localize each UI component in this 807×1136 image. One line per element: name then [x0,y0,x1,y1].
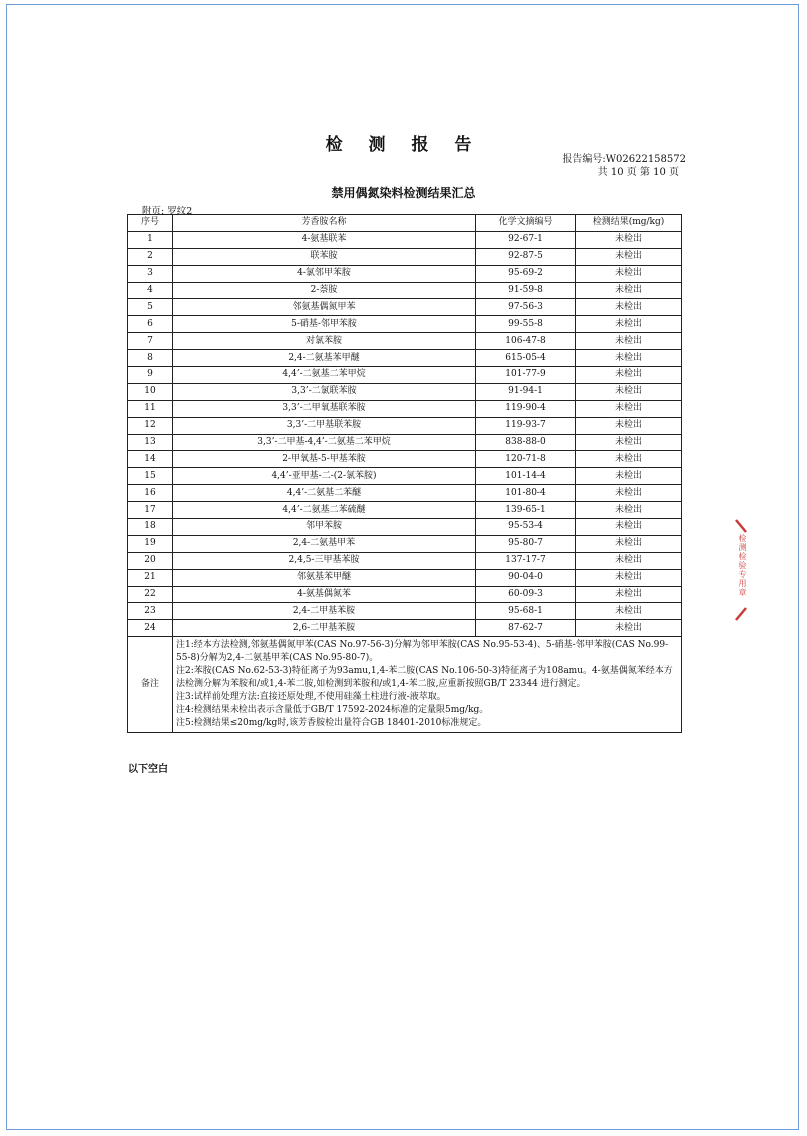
row-cas-number: 90-04-0 [476,569,576,586]
row-index: 19 [128,535,173,552]
row-cas-number: 99-55-8 [476,316,576,333]
row-amine-name: 邻氨基偶氮甲苯 [173,299,476,316]
row-cas-number: 95-68-1 [476,603,576,620]
row-index: 18 [128,519,173,536]
report-number: 报告编号:W02622158572 [562,154,686,165]
row-amine-name: 2-萘胺 [173,282,476,299]
header-result: 检测结果(mg/kg) [576,215,682,232]
table-row [128,451,682,468]
row-amine-name: 4,4’-二氨基二苯硫醚 [173,502,476,519]
page-count: 共 10 页 第 10 页 [597,167,679,178]
row-amine-name: 2,4-二氨基甲苯 [173,535,476,552]
row-index: 22 [128,586,173,603]
table-row [128,417,682,434]
row-result: 未检出 [576,535,682,552]
row-result: 未检出 [576,434,682,451]
row-index: 24 [128,620,173,637]
row-amine-name: 2-甲氧基-5-甲基苯胺 [173,451,476,468]
row-cas-number: 120-71-8 [476,451,576,468]
row-cas-number: 91-59-8 [476,282,576,299]
row-cas-number: 137-17-7 [476,552,576,569]
row-cas-number: 101-77-9 [476,367,576,384]
row-result: 未检出 [576,586,682,603]
row-amine-name: 3,3’-二甲基联苯胺 [173,417,476,434]
row-result: 未检出 [576,316,682,333]
row-cas-number: 95-53-4 [476,519,576,536]
remark-note-2: 注2:苯胺(CAS No.62-53-3)特征离子为93amu,1,4-苯二胺(CAS No.106-50-3)特征离子为108amu。4-氨基偶氮苯经本方法检测分解为苯胺和/或1,4-苯二胺,如检测到苯胺和/或1,4-苯二胺,应重新按照GB/T 23344 进行测定。 [176,666,673,690]
row-index: 3 [128,265,173,282]
row-index: 8 [128,350,173,367]
row-cas-number: 91-94-1 [476,383,576,400]
row-result: 未检出 [576,333,682,350]
row-cas-number: 95-69-2 [476,265,576,282]
remark-note-1: 注1:经本方法检测,邻氨基偶氮甲苯(CAS No.97-56-3)分解为邻甲苯胺(CAS No.95-53-4)、5-硝基-邻甲苯胺(CAS No.99-55-8)分解为2,4-二氨基甲苯(CAS No.95-80-7)。 [176,640,669,664]
row-result: 未检出 [576,451,682,468]
row-amine-name: 3,3’-二氯联苯胺 [173,383,476,400]
row-result: 未检出 [576,282,682,299]
table-row [128,231,682,248]
row-result: 未检出 [576,400,682,417]
row-result: 未检出 [576,485,682,502]
row-cas-number: 119-90-4 [476,400,576,417]
row-index: 14 [128,451,173,468]
row-index: 6 [128,316,173,333]
row-result: 未检出 [576,620,682,637]
table-body [128,231,682,636]
row-result: 未检出 [576,350,682,367]
table-row [128,350,682,367]
row-amine-name: 2,6-二甲基苯胺 [173,620,476,637]
table-row [128,552,682,569]
row-amine-name: 3,3’-二甲氧基联苯胺 [173,400,476,417]
row-cas-number: 87-62-7 [476,620,576,637]
table-row [128,502,682,519]
table-row [128,519,682,536]
row-cas-number: 101-80-4 [476,485,576,502]
row-result: 未检出 [576,383,682,400]
row-amine-name: 对氯苯胺 [173,333,476,350]
row-cas-number: 139-65-1 [476,502,576,519]
row-result: 未检出 [576,248,682,265]
row-cas-number: 92-87-5 [476,248,576,265]
row-cas-number: 60-09-3 [476,586,576,603]
row-result: 未检出 [576,502,682,519]
row-amine-name: 2,4,5-三甲基苯胺 [173,552,476,569]
row-index: 7 [128,333,173,350]
row-cas-number: 838-88-0 [476,434,576,451]
row-result: 未检出 [576,265,682,282]
row-index: 20 [128,552,173,569]
table-row [128,265,682,282]
table-row [128,282,682,299]
row-index: 4 [128,282,173,299]
row-amine-name: 4-氨基偶氮苯 [173,586,476,603]
table-row [128,299,682,316]
row-result: 未检出 [576,231,682,248]
table-row [128,535,682,552]
row-result: 未检出 [576,519,682,536]
end-of-content-label: 以下空白 [128,764,168,775]
row-index: 16 [128,485,173,502]
row-amine-name: 4-氯邻甲苯胺 [173,265,476,282]
results-table [127,214,682,733]
seal-stamp-text: 检测检验专用章 [738,534,747,597]
table-row [128,434,682,451]
row-result: 未检出 [576,569,682,586]
table-row [128,620,682,637]
row-index: 5 [128,299,173,316]
remark-note-3: 注3:试样前处理方法:直接还原处理,不使用硅藻土柱进行液-液萃取。 [176,692,446,703]
table-row [128,316,682,333]
row-amine-name: 4,4’-二氨基二苯醚 [173,485,476,502]
row-result: 未检出 [576,367,682,384]
row-amine-name: 4-氨基联苯 [173,231,476,248]
row-index: 17 [128,502,173,519]
row-amine-name: 联苯胺 [173,248,476,265]
table-row [128,367,682,384]
table-row [128,248,682,265]
table-header-row [128,215,682,232]
header-cas-number: 化学文摘编号 [476,215,576,232]
row-amine-name: 2,4-二氨基苯甲醚 [173,350,476,367]
table-row [128,468,682,485]
row-cas-number: 615-05-4 [476,350,576,367]
row-index: 2 [128,248,173,265]
table-row [128,485,682,502]
row-amine-name: 5-硝基-邻甲苯胺 [173,316,476,333]
table-subtitle: 禁用偶氮染料检测结果汇总 [331,186,476,200]
row-index: 13 [128,434,173,451]
row-cas-number: 101-14-4 [476,468,576,485]
row-index: 23 [128,603,173,620]
remark-note-4: 注4:检测结果未检出表示含量低于GB/T 17592-2024标准的定量限5mg/kg。 [176,705,489,716]
header-index: 序号 [128,215,173,232]
row-result: 未检出 [576,417,682,434]
appendix-label: 附页: 罗纹2 [142,206,193,217]
table-row [128,383,682,400]
row-index: 1 [128,231,173,248]
table-row [128,400,682,417]
table-row [128,569,682,586]
row-result: 未检出 [576,603,682,620]
row-amine-name: 3,3’-二甲基-4,4’-二氨基二苯甲烷 [173,434,476,451]
row-cas-number: 97-56-3 [476,299,576,316]
row-cas-number: 106-47-8 [476,333,576,350]
row-result: 未检出 [576,468,682,485]
row-amine-name: 4,4’-亚甲基-二-(2-氯苯胺) [173,468,476,485]
report-title: 检 测 报 告 [325,135,482,155]
row-cas-number: 92-67-1 [476,231,576,248]
remarks-row [128,637,682,733]
row-cas-number: 119-93-7 [476,417,576,434]
table-row [128,333,682,350]
row-index: 12 [128,417,173,434]
row-amine-name: 2,4-二甲基苯胺 [173,603,476,620]
row-amine-name: 邻甲苯胺 [173,519,476,536]
remarks-content [173,637,682,733]
row-amine-name: 邻氨基苯甲醚 [173,569,476,586]
row-index: 10 [128,383,173,400]
row-cas-number: 95-80-7 [476,535,576,552]
row-index: 21 [128,569,173,586]
row-index: 15 [128,468,173,485]
row-result: 未检出 [576,552,682,569]
remark-note-5: 注5:检测结果≤20mg/kg时,该芳香胺检出量符合GB 18401-2010标准规定。 [176,718,487,729]
header-amine-name: 芳香胺名称 [173,215,476,232]
table-row [128,603,682,620]
remarks-label: 备注 [128,637,173,733]
table-row [128,586,682,603]
row-result: 未检出 [576,299,682,316]
row-index: 9 [128,367,173,384]
row-index: 11 [128,400,173,417]
row-amine-name: 4,4’-二氨基二苯甲烷 [173,367,476,384]
